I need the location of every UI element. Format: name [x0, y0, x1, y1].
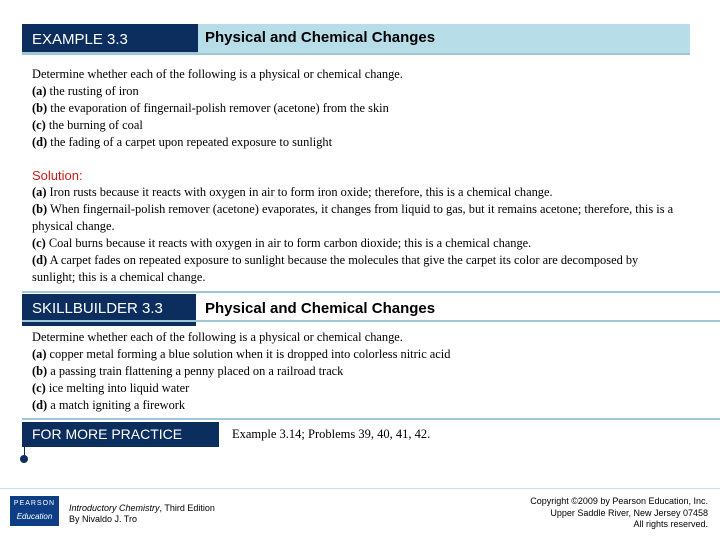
solution-label: Solution: — [32, 168, 83, 183]
skillbuilder-problem — [32, 329, 682, 414]
practice-divider — [22, 418, 720, 420]
copyright-notice: Copyright ©2009 by Pearson Education, Inc. Upper Saddle River, New Jersey 07458 All rights reserved. — [530, 496, 708, 529]
list-item: (a) the rusting of iron — [32, 84, 139, 98]
list-item: (c) Coal burns because it reacts with oxygen in air to form carbon dioxide; this is a chemical change. — [32, 236, 532, 250]
example-problem — [32, 66, 682, 151]
skillbuilder-tag-label: SKILLBUILDER 3.3 — [32, 300, 163, 317]
bullet-dot-icon — [20, 455, 28, 463]
book-title: Introductory Chemistry — [69, 503, 160, 513]
example-intro: Determine whether each of the following is a physical or chemical change. — [32, 67, 403, 81]
list-item: (a) Iron rusts because it reacts with oxygen in air to form iron oxide; therefore, this is a chemical change. — [32, 185, 553, 199]
list-item: (c) ice melting into liquid water — [32, 381, 190, 395]
practice-references: Example 3.14; Problems 39, 40, 41, 42. — [232, 427, 431, 441]
practice-tag — [22, 422, 219, 447]
skillbuilder-divider — [22, 320, 720, 322]
list-item: (d) a match igniting a firework — [32, 398, 186, 412]
skillbuilder-title: Physical and Chemical Changes — [205, 300, 436, 317]
solution-section — [32, 167, 682, 286]
practice-tag-label: FOR MORE PRACTICE — [32, 426, 183, 442]
book-citation — [69, 503, 215, 525]
book-author: By Nivaldo J. Tro — [69, 514, 138, 524]
skillbuilder-top-divider — [22, 291, 720, 293]
example-divider — [22, 53, 690, 55]
footer-divider — [0, 488, 720, 489]
list-item: (c) the burning of coal — [32, 118, 143, 132]
list-item: (b) When fingernail-polish remover (acetone) evaporates, it changes from liquid to gas, but it remains acetone; therefore, this is a physical change. — [32, 202, 674, 233]
list-item: (d) A carpet fades on repeated exposure to sunlight because the molecules that give the carpet its color are decomposed by sunlight; this is a chemical change. — [32, 253, 639, 284]
list-item: (d) the fading of a carpet upon repeated exposure to sunlight — [32, 135, 333, 149]
example-title: Physical and Chemical Changes — [205, 29, 436, 46]
example-tag — [22, 24, 198, 55]
book-edition: , Third Edition — [159, 503, 215, 513]
list-item: (b) the evaporation of fingernail-polish remover (acetone) from the skin — [32, 101, 389, 115]
example-tag-label: EXAMPLE 3.3 — [32, 31, 128, 48]
list-item: (b) a passing train flattening a penny placed on a railroad track — [32, 364, 344, 378]
list-item: (a) copper metal forming a blue solution when it is dropped into colorless nitric acid — [32, 347, 451, 361]
pearson-logo: PEARSON Education — [10, 496, 59, 526]
skillbuilder-intro: Determine whether each of the following is a physical or chemical change. — [32, 330, 403, 344]
